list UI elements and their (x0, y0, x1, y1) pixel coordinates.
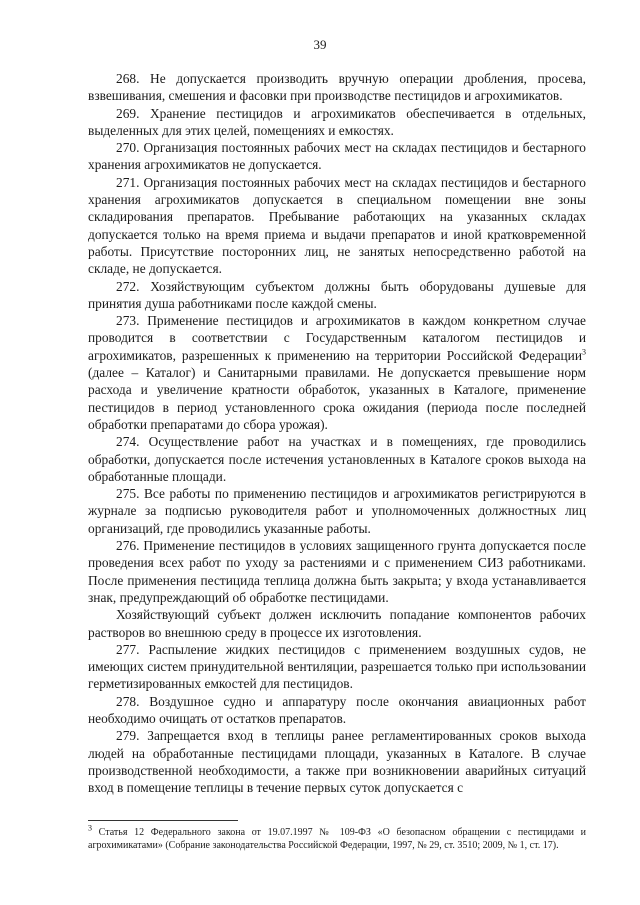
paragraph-268: 268. Не допускается производить вручную операции дробления, просева, взвешивания, смешения и фасовки при производстве пестицидов и агрохимикатов. (88, 71, 586, 104)
page-number: 39 (313, 37, 327, 52)
paragraph-271: 271. Организация постоянных рабочих мест на складах пестицидов и бестарного хранения агрохимикатов допускается в специальном помещении вне зоны складирования препаратов. Пребывание работающих на указанных складах допускается только на время приема и выдачи препаратов и иной кратковременной работы. Присутствие посторонних лиц, не занятых непосредственно работой на складе, не допускается. (88, 174, 586, 277)
paragraph-273 (88, 312, 586, 433)
footnote-mark: 3 (88, 823, 92, 833)
paragraph-275: 275. Все работы по применению пестицидов и агрохимикатов регистрируются в журнале за подписью руководителя работ и уполномоченных должностных лиц организаций, где проводились указанные работы. (88, 486, 586, 536)
footnote-separator (88, 820, 238, 821)
paragraph-273-text-cont: (далее – Каталог) и Санитарными правилами. Не допускается превышение норм расхода и увеличение кратности обработок, указанных в Каталоге, применение пестицидов в период установленного срока ожидания (периода после последней обработки препаратами до сбора урожая). (88, 365, 586, 432)
footnote (88, 823, 586, 852)
paragraph-278: 278. Воздушное судно и аппаратуру после окончания авиационных работ необходимо очищать от остатков препаратов. (88, 693, 586, 726)
paragraph-270: 270. Организация постоянных рабочих мест на складах пестицидов и бестарного хранения агрохимикатов не допускается. (88, 140, 586, 173)
paragraph-276: 276. Применение пестицидов в условиях защищенного грунта допускается после проведения всех работ по уходу за растениями и с применением СИЗ работниками. После применения пестицида теплица должна быть закрыта; у входа устанавливается знак, предупреждающий об обработке пестицидами. (88, 538, 586, 605)
paragraph-277: 277. Распыление жидких пестицидов с применением воздушных судов, не имеющих систем принудительной вентиляции, разрешается только при использовании герметизированных емкостей для пестицидов. (88, 641, 586, 692)
paragraph-274: 274. Осуществление работ на участках и в помещениях, где проводились обработки, допускается после истечения установленных в Каталоге сроков выхода на обработанные площади. (88, 434, 586, 484)
document-body (88, 70, 586, 796)
paragraph-273-text: 273. Применение пестицидов и агрохимикатов в каждом конкретном случае проводится в соответствии с Государственным каталогом пестицидов и агрохимикатов, разрешенных к применению на территории Российской Федерации (88, 313, 586, 363)
paragraph-276-cont: Хозяйствующий субъект должен исключить попадание компонентов рабочих растворов во внешнюю среду в процессе их изготовления. (88, 607, 586, 640)
paragraph-279: 279. Запрещается вход в теплицы ранее регламентированных сроков выхода людей на обработанные пестицидами площади, указанных в Каталоге. В случае производственной необходимости, а также при возникновении аварийных ситуаций вход в помещение теплицы в течение первых суток допускается с (88, 728, 586, 796)
footnote-ref: 3 (582, 347, 586, 357)
paragraph-272: 272. Хозяйствующим субъектом должны быть оборудованы душевые для принятия душа работниками после каждой смены. (88, 278, 586, 311)
paragraph-269: 269. Хранение пестицидов и агрохимикатов обеспечивается в отдельных, выделенных для этих целей, помещениях и емкостях. (88, 105, 586, 138)
footnote-text: Статья 12 Федерального закона от 19.07.1997 № 109-ФЗ «О безопасном обращении с пестицидами и агрохимикатами» (Собрание законодательства Российской Федерации, 1997, № 29, ст. 3510; 2009, № 1, ст. 17). (88, 827, 586, 851)
